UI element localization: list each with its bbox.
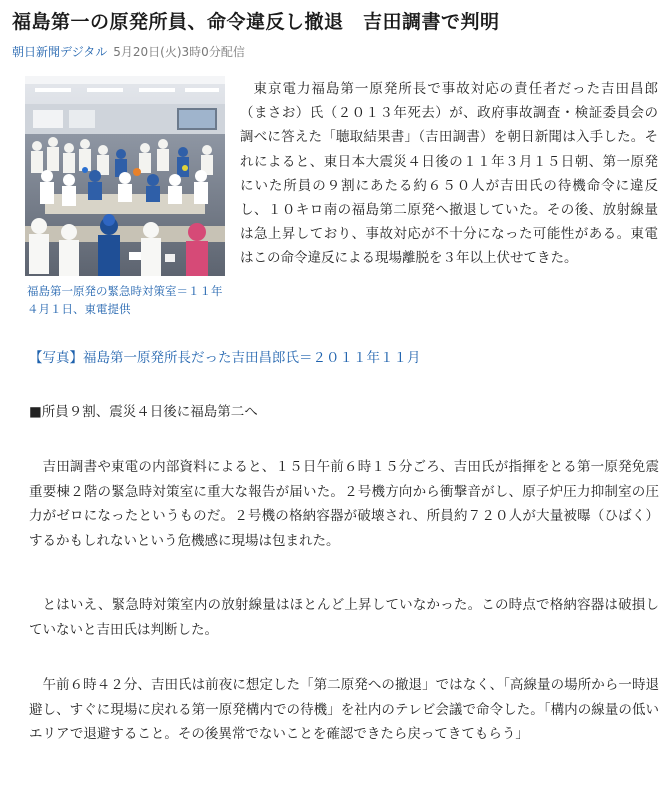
emergency-room-photo [25, 76, 225, 276]
body-paragraph: 吉田調書や東電の内部資料によると、１５日午前６時１５分ごろ、吉田氏が指揮をとる第一原発免震重要棟２階の緊急時対策室に重大な報告が届いた。２号機方向から衝撃音がし、原子炉圧力抑制室の圧力がゼロになったというものだ。２号機の格納容器が破壊され、所員約７２０人が大量被曝（ひばく）するかもしれないという危機感に現場は包まれた。 [29, 459, 659, 549]
section-subhead: ■所員９割、震災４日後に福島第二へ [29, 404, 258, 420]
related-photo-link[interactable]: 【写真】福島第一原発所長だった吉田昌郎氏＝２０１１年１１月 [29, 350, 421, 366]
photo-caption: 福島第一原発の緊急時対策室＝１１年４月１日、東電提供 [27, 284, 223, 316]
body-paragraph: 午前６時４２分、吉田氏は前夜に想定した「第二原発への撤退」ではなく、「高線量の場所から一時退避し、すぐに現場に戻れる第一原発構内での待機」を社内のテレビ会議で命令した。「構内の線量の低いエリアで退避すること。その後異常でないことを確認できたら戻ってきてもらう」 [29, 677, 659, 742]
lead-paragraph: 東京電力福島第一原発所長で事故対応の責任者だった吉田昌郎（まさお）氏（２０１３年死去）が、政府事故調査・検証委員会の調べに答えた「聴取結果書」（吉田調書）を朝日新聞は入手した。それによると、東日本大震災４日後の１１年３月１５日朝、第一原発にいた所員の９割にあたる約６５０人が吉田氏の待機命令に違反し、１０キロ南の福島第二原発へ撤退していた。その後、放射線量は急上昇しており、事故対応が不十分になった可能性がある。東電はこの命令違反による現場離脱を３年以上伏せてきた。 [240, 81, 658, 267]
article-headline: 福島第一の原発所員、命令違反し撤退 吉田調書で判明 [12, 11, 500, 33]
source-link[interactable]: 朝日新聞デジタル [12, 45, 108, 59]
body-paragraph: とはいえ、緊急時対策室内の放射線量はほとんど上昇していなかった。この時点で格納容器は破損していないと吉田氏は判断した。 [29, 597, 659, 638]
publish-datetime: 5月20日(火)3時0分配信 [113, 45, 245, 59]
article-photo[interactable] [25, 76, 225, 276]
article-meta [12, 44, 245, 60]
